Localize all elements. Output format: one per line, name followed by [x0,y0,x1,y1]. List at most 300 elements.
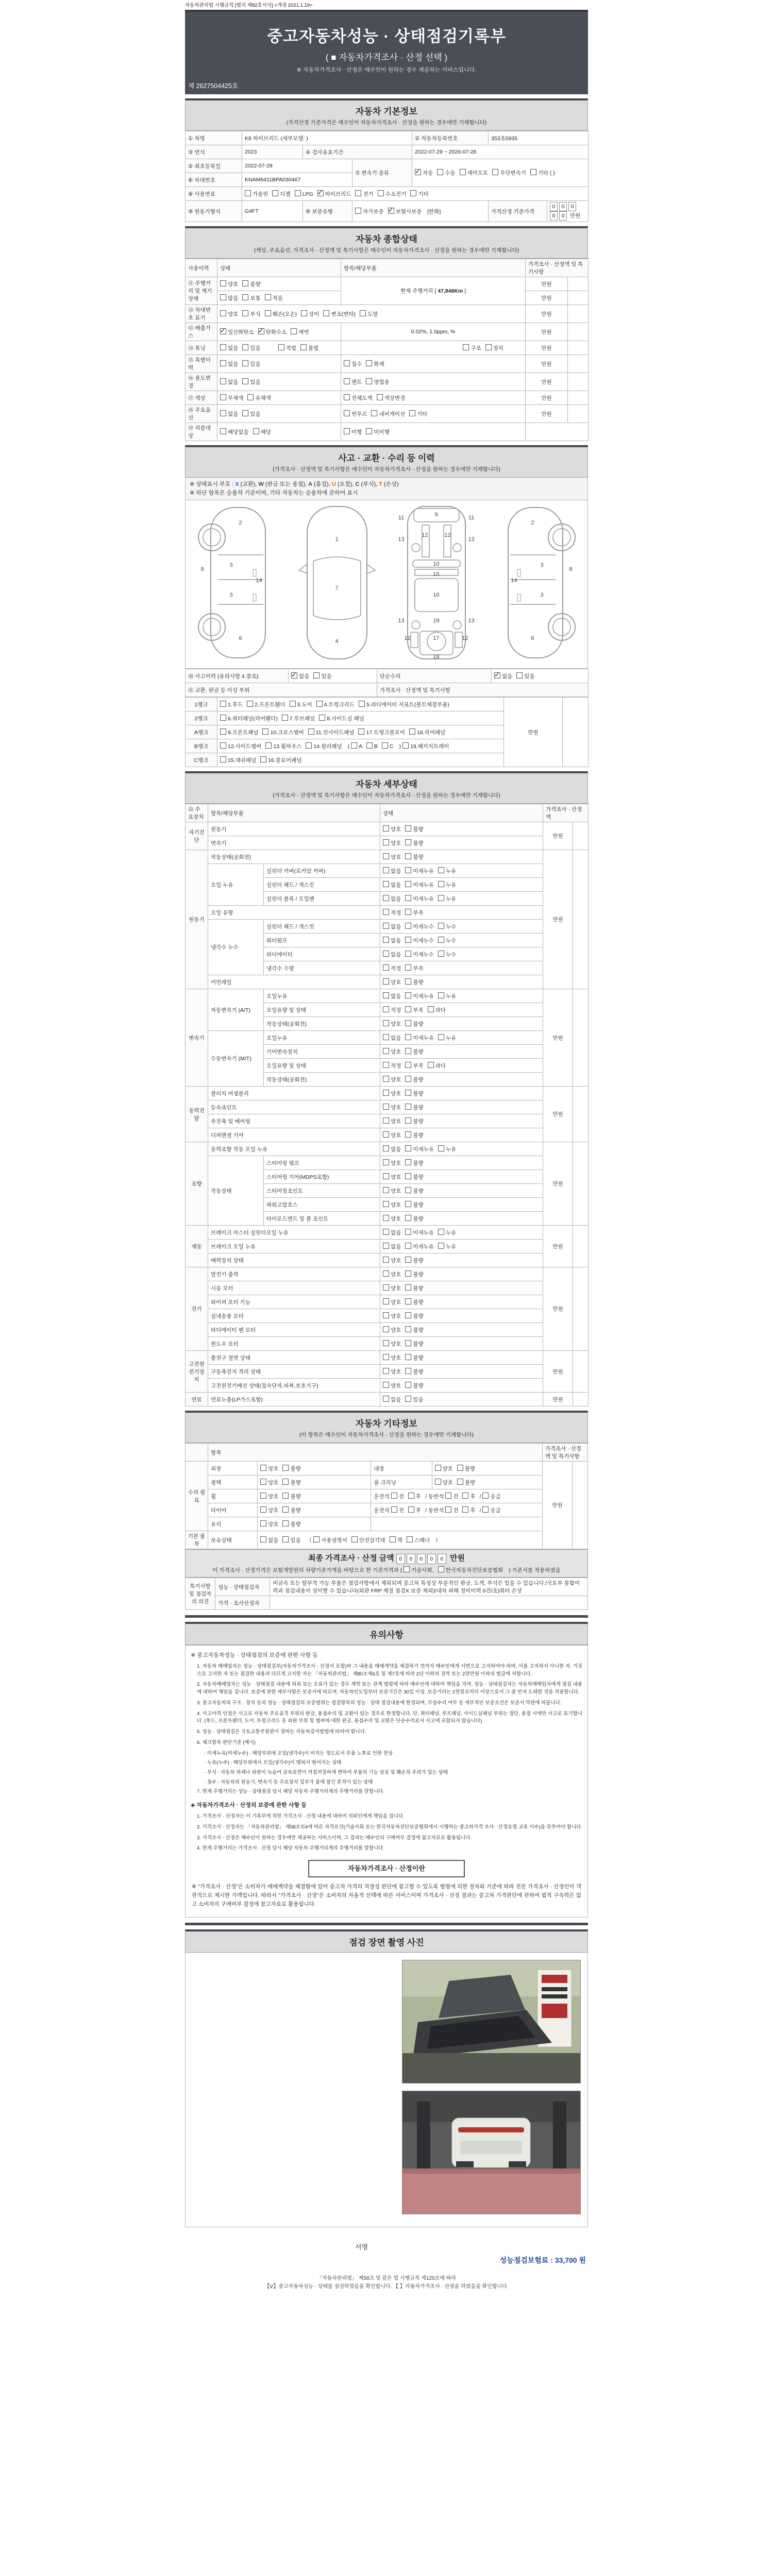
checkbox-group [383,839,428,847]
checkbox[interactable]: 양호 [383,853,401,861]
checkbox-group [383,1354,428,1362]
empty-box-icon [383,1354,389,1360]
checkbox[interactable]: 9.프론트패널 [220,728,258,736]
checkbox[interactable]: 누유 [438,1243,456,1250]
cell: 만원 [526,373,568,391]
lift-photo-art [402,2091,580,2214]
checkbox[interactable]: 과다 [428,1006,446,1014]
checkbox[interactable]: 없음 [383,992,401,1000]
detailed-condition-table [185,804,589,1406]
checkbox[interactable]: 없음 [383,895,401,903]
checkbox[interactable]: 없음 [383,937,401,944]
empty-box-icon [242,280,248,286]
checkbox[interactable]: 미세누유 [405,992,434,1000]
checkbox[interactable]: 후 [408,1493,421,1500]
checkbox[interactable]: ✓ 탄화수소 [258,328,287,336]
checkbox[interactable]: 불량 [242,280,260,288]
checkbox[interactable]: 불량 [405,978,423,986]
empty-box-icon [405,1340,411,1346]
checkbox[interactable]: 무단변속기 [492,169,526,177]
cell: 2022-07-29 [242,159,352,173]
checkbox[interactable]: 많음 [220,294,238,302]
checkbox[interactable]: 불량 [405,1131,423,1139]
checkbox[interactable]: 1.후드 [220,701,243,708]
checkbox[interactable]: 적법 [278,344,296,352]
checkbox[interactable]: 적정 [383,909,401,917]
price-definition-title: 자동차가격조사 · 산정이란 [308,1860,465,1877]
cell [380,1226,543,1240]
checkbox[interactable]: 수동 [437,169,455,177]
checkbox[interactable]: 있음 [313,672,331,680]
checkbox[interactable]: 없음 [383,881,401,889]
checkbox[interactable]: 도말 [360,310,378,318]
photo-engine-bay [402,1960,581,2083]
checkbox[interactable]: 3.도어 [290,701,312,708]
checkbox[interactable]: 없음 [383,1229,401,1236]
checkbox[interactable]: 누유 [438,881,456,889]
checkbox[interactable]: 양호 [383,1382,401,1389]
checkbox-group [220,378,265,386]
checkbox[interactable]: 양호 [220,310,238,318]
checkbox[interactable]: 불량 [405,1340,423,1348]
checkbox[interactable]: 양호 [260,1493,278,1500]
checkbox[interactable]: 양호 [260,1465,278,1472]
checkbox[interactable]: 불량 [457,1479,475,1486]
final-price-basis [190,1566,583,1574]
checkbox[interactable]: 누유 [438,1229,456,1236]
checkbox[interactable]: 있음 [242,360,260,368]
checkbox-group [220,394,275,402]
checkbox[interactable]: 없음 [260,1536,278,1544]
checkbox[interactable]: 2.프론트휀더 [247,701,285,708]
checkbox[interactable]: 양호 [383,1159,401,1167]
checkbox[interactable]: LPG [295,190,313,197]
cell [380,947,543,961]
checkbox[interactable]: 적정 [383,1062,401,1070]
checkbox[interactable]: 양호 [383,839,401,847]
empty-box-icon [308,728,314,735]
checkbox[interactable]: 미세누유 [405,895,434,903]
empty-box-icon [260,1493,266,1499]
checkbox[interactable]: 16.플로어패널 [260,756,301,764]
cell: ⑯ 용도변경 [186,373,217,391]
checkbox[interactable]: 양호 [383,1298,401,1306]
notice-body [185,1645,588,1918]
checkbox[interactable]: 15.대쉬패널 [220,756,256,764]
empty-box-icon [438,1243,444,1249]
checkbox[interactable]: 없음 [383,923,401,930]
checkbox[interactable]: 자가보증 [355,208,384,215]
checkbox[interactable]: 불량 [405,1284,423,1292]
checkbox[interactable]: 불량 [282,1465,300,1472]
checkbox[interactable]: 적정 [383,1006,401,1014]
empty-box-icon [282,1479,289,1485]
checkbox[interactable]: 없음 [383,1034,401,1042]
checkbox[interactable]: 불량 [405,1076,423,1083]
checkbox[interactable]: 기타 [410,190,428,198]
checkbox[interactable]: 누유 [438,992,456,1000]
cell: 2022-07-29 ~ 2026-07-28 [412,145,589,159]
empty-box-icon [405,1020,411,1026]
checkbox[interactable]: 불량 [405,1368,423,1376]
checkbox[interactable]: 미세누수 [405,937,434,944]
cell: 와이퍼 모터 기능 [208,1295,380,1309]
empty-box-icon [383,1298,389,1304]
checkbox[interactable]: 있음 [242,344,260,352]
checkbox[interactable]: C [382,742,394,750]
checkbox[interactable]: ✓ 하이브리드 [317,190,351,198]
checkbox[interactable]: 불량 [405,1173,423,1181]
checkbox-group [220,428,275,436]
cell: ㉑ 교환, 판금 등 이상 부위 [186,683,377,697]
cell: B랭크 [186,739,217,753]
checkbox[interactable]: 없음 [383,1145,401,1153]
checkbox[interactable]: 양호 [383,1284,401,1292]
checkbox[interactable]: 양호 [260,1520,278,1528]
empty-box-icon [435,1465,441,1471]
checkbox[interactable]: 양호 [383,1215,401,1223]
checkbox[interactable]: 양호 [383,1201,401,1209]
notice-paragraph: · 침수 : 자동차의 원동기, 변속기 등 주요장치 일부가 물에 잠긴 흔적이 있는 상태 [204,1779,373,1785]
checkbox[interactable]: 디젤 [272,190,290,198]
empty-box-icon [355,190,361,196]
checkbox[interactable]: ✓일산화탄소 [220,328,254,336]
checkbox[interactable]: 불량 [405,1326,423,1334]
checkbox[interactable]: 미세누수 [405,951,434,958]
checkbox[interactable]: 한국자동차진단보증협회 [438,1566,503,1574]
checkbox[interactable]: 양호 [383,1187,401,1195]
checkbox[interactable]: 양호 [383,1048,401,1056]
cell: 스티어링 펌프 [264,1156,380,1170]
checkbox[interactable]: ✓ 자동 [415,169,433,177]
checkbox[interactable]: 미세누유 [405,881,434,889]
checkbox[interactable]: 잭 [390,1536,402,1544]
cell [380,1379,543,1393]
checkbox[interactable]: 부식 [242,310,260,318]
cell: 만원 [526,355,568,373]
checkbox[interactable]: 누유 [438,1034,456,1042]
checkbox[interactable]: 미세누유 [405,1243,434,1250]
section-notice-title: 유의사항 [369,1630,404,1640]
checkbox[interactable]: 색상변경 [377,394,406,402]
checkbox[interactable]: 있음 [282,1536,300,1544]
checkbox[interactable]: 없음 [220,344,238,352]
checkbox[interactable]: 가솔린 [245,190,268,198]
cell [573,1351,589,1393]
checkbox[interactable]: 불량 [405,1187,423,1195]
checkbox-group [383,1326,428,1334]
checkbox[interactable]: 불량 [405,853,423,861]
checkbox-group [383,978,428,986]
checkbox[interactable]: 불량 [282,1520,300,1528]
checkbox[interactable]: 미세누수 [405,923,434,930]
checkbox[interactable]: 불법 [300,344,318,352]
checkbox[interactable]: 미세누유 [405,1034,434,1042]
checkbox[interactable]: 불량 [405,1312,423,1320]
checkbox[interactable]: 매연 [291,328,309,336]
checkbox[interactable]: 불량 [405,1298,423,1306]
checkbox[interactable]: 적음 [265,294,283,302]
checkbox[interactable]: 전기 [355,190,373,198]
checkbox[interactable]: 양호 [383,1270,401,1278]
checkbox[interactable]: 없음 [220,360,238,368]
checkbox[interactable]: 19.패키지트레이 [402,742,449,750]
checkbox[interactable]: 불량 [405,1048,423,1056]
empty-box-icon [242,378,248,384]
checkbox[interactable]: 양호 [383,1326,401,1334]
empty-box-icon [409,410,415,416]
checkbox[interactable]: 없음 [383,1396,401,1403]
checkbox[interactable]: 후 [408,1506,421,1514]
checkbox[interactable]: 수소전기 [378,190,407,198]
checkbox-group [245,190,433,198]
empty-box-icon [383,1396,389,1402]
checkbox[interactable]: 후 [462,1493,475,1500]
empty-box-icon [383,1090,389,1096]
empty-box-icon [220,701,226,707]
checkbox[interactable]: 불량 [282,1493,300,1500]
checkbox[interactable]: 없음 [383,867,401,875]
checkbox[interactable]: 17.트렁크플로어 [358,728,405,736]
checkbox[interactable]: 보통 [242,294,260,302]
checkbox[interactable]: 미이행 [366,428,389,436]
checkbox[interactable]: 전 [391,1506,404,1514]
checkbox[interactable]: 훼손(오손) [265,310,297,318]
checkbox[interactable]: 유채색 [247,394,271,402]
checkbox[interactable]: 누수 [438,951,456,958]
checkbox[interactable]: 없음 [383,951,401,958]
checkbox[interactable]: B [366,742,378,750]
checkbox[interactable]: ✓ 없음 [291,672,309,680]
checkbox[interactable]: 미세누유 [405,1145,434,1153]
checkbox[interactable]: 불량 [405,1090,423,1097]
checkbox[interactable]: 불량 [405,839,423,847]
checkbox[interactable]: 누수 [438,923,456,930]
cell: 만원 [526,341,568,355]
checkbox[interactable]: 없음 [220,410,238,418]
checkbox[interactable]: 네비게이션 [371,410,405,418]
checkbox[interactable]: 양호 [260,1506,278,1514]
panel-number: 1 [335,536,339,543]
checkbox[interactable]: 양호 [383,1131,401,1139]
checkbox[interactable]: 불량 [405,1382,423,1389]
checkbox[interactable]: 불량 [405,1117,423,1125]
checkbox[interactable]: ✓ 없음 [494,672,512,680]
checkbox[interactable]: 양호 [383,1257,401,1264]
checkbox[interactable]: 양호 [260,1479,278,1486]
checkbox[interactable]: 있음 [405,1396,423,1403]
checkbox[interactable]: 양호 [435,1465,453,1472]
checkbox[interactable]: 양호 [383,1368,401,1376]
checkbox[interactable]: 없음 [220,378,238,386]
checkbox[interactable]: 양호 [383,978,401,986]
checkbox[interactable]: 불량 [457,1465,475,1472]
photo-car-on-lift [402,2091,581,2214]
checkbox[interactable]: 불량 [282,1479,300,1486]
checkbox[interactable]: 불량 [405,1201,423,1209]
checkbox[interactable]: 불량 [405,1020,423,1028]
checkbox[interactable]: 불량 [405,1354,423,1362]
cell: 오일유량 및 상태 [264,1003,380,1017]
checkbox[interactable]: 이행 [344,428,362,436]
digit-box: 0 [550,211,558,221]
checkbox[interactable]: 후 [462,1506,475,1514]
checkbox[interactable]: 있음 [242,378,260,386]
checkbox[interactable]: 양호 [220,280,238,288]
checkbox[interactable]: 기술사회, [404,1566,434,1574]
panel-number: 9 [434,512,438,518]
checkbox[interactable]: 사용설명서 [313,1536,347,1544]
checkbox[interactable]: 기타 ( ) [530,169,555,177]
section-comp-subtitle: (색상, 주요옵션, 가격조사 · 산정액 및 특기사항은 매수인이 자동차가격조사 · 산정을 원하는 경우에만 기재합니다) [254,247,519,253]
checkbox[interactable]: 화재 [366,360,384,368]
section-detail-header [185,771,588,804]
checkbox[interactable]: 양호 [383,1340,401,1348]
checkbox[interactable]: 응급 [482,1493,500,1500]
text-part: （ [305,1537,314,1544]
checkbox[interactable]: 부족 [405,1062,423,1070]
checkbox[interactable]: 14.필러패널 [306,742,342,750]
checkbox[interactable]: 13.휠하우스 [265,742,301,750]
panel-number: 2 [531,520,534,526]
cell [217,355,341,373]
checkbox[interactable]: 18.리어패널 [409,728,445,736]
checkbox-group [383,1187,428,1195]
empty-box-icon [405,895,411,901]
empty-box-icon [516,672,523,679]
checkbox[interactable]: 응급 [482,1506,500,1514]
checkbox[interactable]: 해당 [253,428,271,436]
empty-box-icon [383,992,389,998]
cell: 기어변속장치 [264,1045,380,1059]
checkbox[interactable]: 불량 [405,1104,423,1111]
cell: 만원 [526,391,568,405]
checkbox[interactable]: 양호 [383,1354,401,1362]
panel-number: 6 [239,635,242,641]
checkbox[interactable]: 구조 [463,344,481,352]
checkbox[interactable]: A [351,742,362,750]
section-detail-title: 자동차 세부상태 [356,779,417,789]
car-outline-icon [490,503,582,662]
checkbox[interactable]: 7.루브패널 [282,715,315,722]
cell [568,277,589,291]
checkbox[interactable]: 누수 [438,937,456,944]
checkbox[interactable]: 해당없음 [220,428,249,436]
checkbox[interactable]: 불량 [405,1257,423,1264]
checkbox[interactable]: 전체도색 [344,394,373,402]
checkbox[interactable]: 10.크로스멤버 [262,728,304,736]
checkbox-group [344,360,389,368]
checkbox[interactable]: 6.쿼터패널(리어휀다) [220,715,278,722]
checkbox[interactable]: 부족 [405,964,423,972]
checkbox[interactable]: 11.인사이드패널 [308,728,355,736]
checkbox[interactable]: 스패너 [407,1536,430,1544]
checkbox[interactable]: 양호 [383,1076,401,1083]
checkbox[interactable]: 침수 [344,360,362,368]
checkbox[interactable]: 썬루프 [344,410,367,418]
digit-box: 0 [427,1554,436,1564]
checkbox[interactable]: 5.라디에이터 서포트(볼트체결부품) [359,701,449,708]
car-diagram-right-side [490,503,582,662]
checkbox[interactable]: 적정 [383,964,401,972]
checkbox[interactable]: 8.사이드실 패널 [319,715,364,722]
cell [380,1114,543,1128]
cell: 유리 [208,1517,258,1531]
checkbox[interactable]: 12.사이드멤버 [220,742,261,750]
checkbox-group [220,728,449,736]
checkbox[interactable]: 부족 [405,1006,423,1014]
checkbox[interactable]: 전 [445,1493,458,1500]
empty-box-icon [295,190,301,196]
cell [217,277,341,291]
checkbox[interactable]: 불량 [405,1215,423,1223]
checkbox[interactable]: 전 [445,1506,458,1514]
checkbox[interactable]: 양호 [383,1173,401,1181]
section-divider [185,1615,588,1618]
checkbox[interactable]: 양호 [383,825,401,833]
checkbox[interactable]: 누유 [438,1145,456,1153]
text-part: [한화] [426,208,441,215]
checkbox[interactable]: 과다 [428,1062,446,1070]
checkbox[interactable]: 불량 [405,825,423,833]
checkbox[interactable]: 미세누유 [405,1229,434,1236]
checkbox[interactable]: 있음 [516,672,534,680]
cell: 만원 [526,277,568,291]
checkbox[interactable]: 양호 [383,1104,401,1111]
empty-box-icon [383,895,389,901]
checkbox[interactable]: 전 [391,1493,404,1500]
empty-box-icon [405,1382,411,1388]
title-band [185,10,588,94]
cell [568,405,589,423]
checkbox-group [383,1131,428,1139]
checkbox[interactable]: ✓ 보험사보증 [388,208,422,215]
checkbox[interactable]: 없음 [383,1243,401,1250]
checkbox[interactable]: 4.트렁크리드 [316,701,355,708]
checkbox[interactable]: 안전삼각대 [351,1536,385,1544]
document-number: 제 2627504425호 [188,82,239,90]
checkbox[interactable]: 부족 [405,909,423,917]
digit-box: 0 [417,1554,426,1564]
checkbox[interactable]: 장치 [485,344,503,352]
checkbox[interactable]: 있음 [242,410,260,418]
checkbox[interactable]: 기타 [409,410,427,418]
checkbox[interactable]: 변조(변타) [323,310,356,318]
cell: ⑥ 차대번호 [186,173,242,187]
checkbox[interactable]: 불량 [282,1506,300,1514]
cell [573,850,589,989]
checkbox[interactable]: 양호 [383,1312,401,1320]
cell: 연료 [186,1393,208,1406]
checkbox[interactable]: 불량 [405,1159,423,1167]
checkbox[interactable]: 상이 [301,310,319,318]
checkbox[interactable]: 양호 [435,1479,453,1486]
checkbox[interactable]: 불량 [405,1270,423,1278]
empty-box-icon [383,1257,389,1263]
checkbox[interactable]: 영업용 [366,378,389,386]
digit-box: 0 [568,202,576,211]
checkbox[interactable]: 세미오토 [460,169,489,177]
checkbox[interactable]: 누유 [438,867,456,875]
checkbox[interactable]: 렌트 [344,378,362,386]
checkbox[interactable]: 양호 [383,1090,401,1097]
checkbox[interactable]: 누유 [438,895,456,903]
checkbox[interactable]: 미세누유 [405,867,434,875]
checkbox[interactable]: 무채색 [220,394,243,402]
page-title: 중고자동차성능 · 상태점검기록부 [267,27,506,45]
checkbox[interactable]: 양호 [383,1117,401,1125]
checkbox[interactable]: 양호 [383,1020,401,1028]
